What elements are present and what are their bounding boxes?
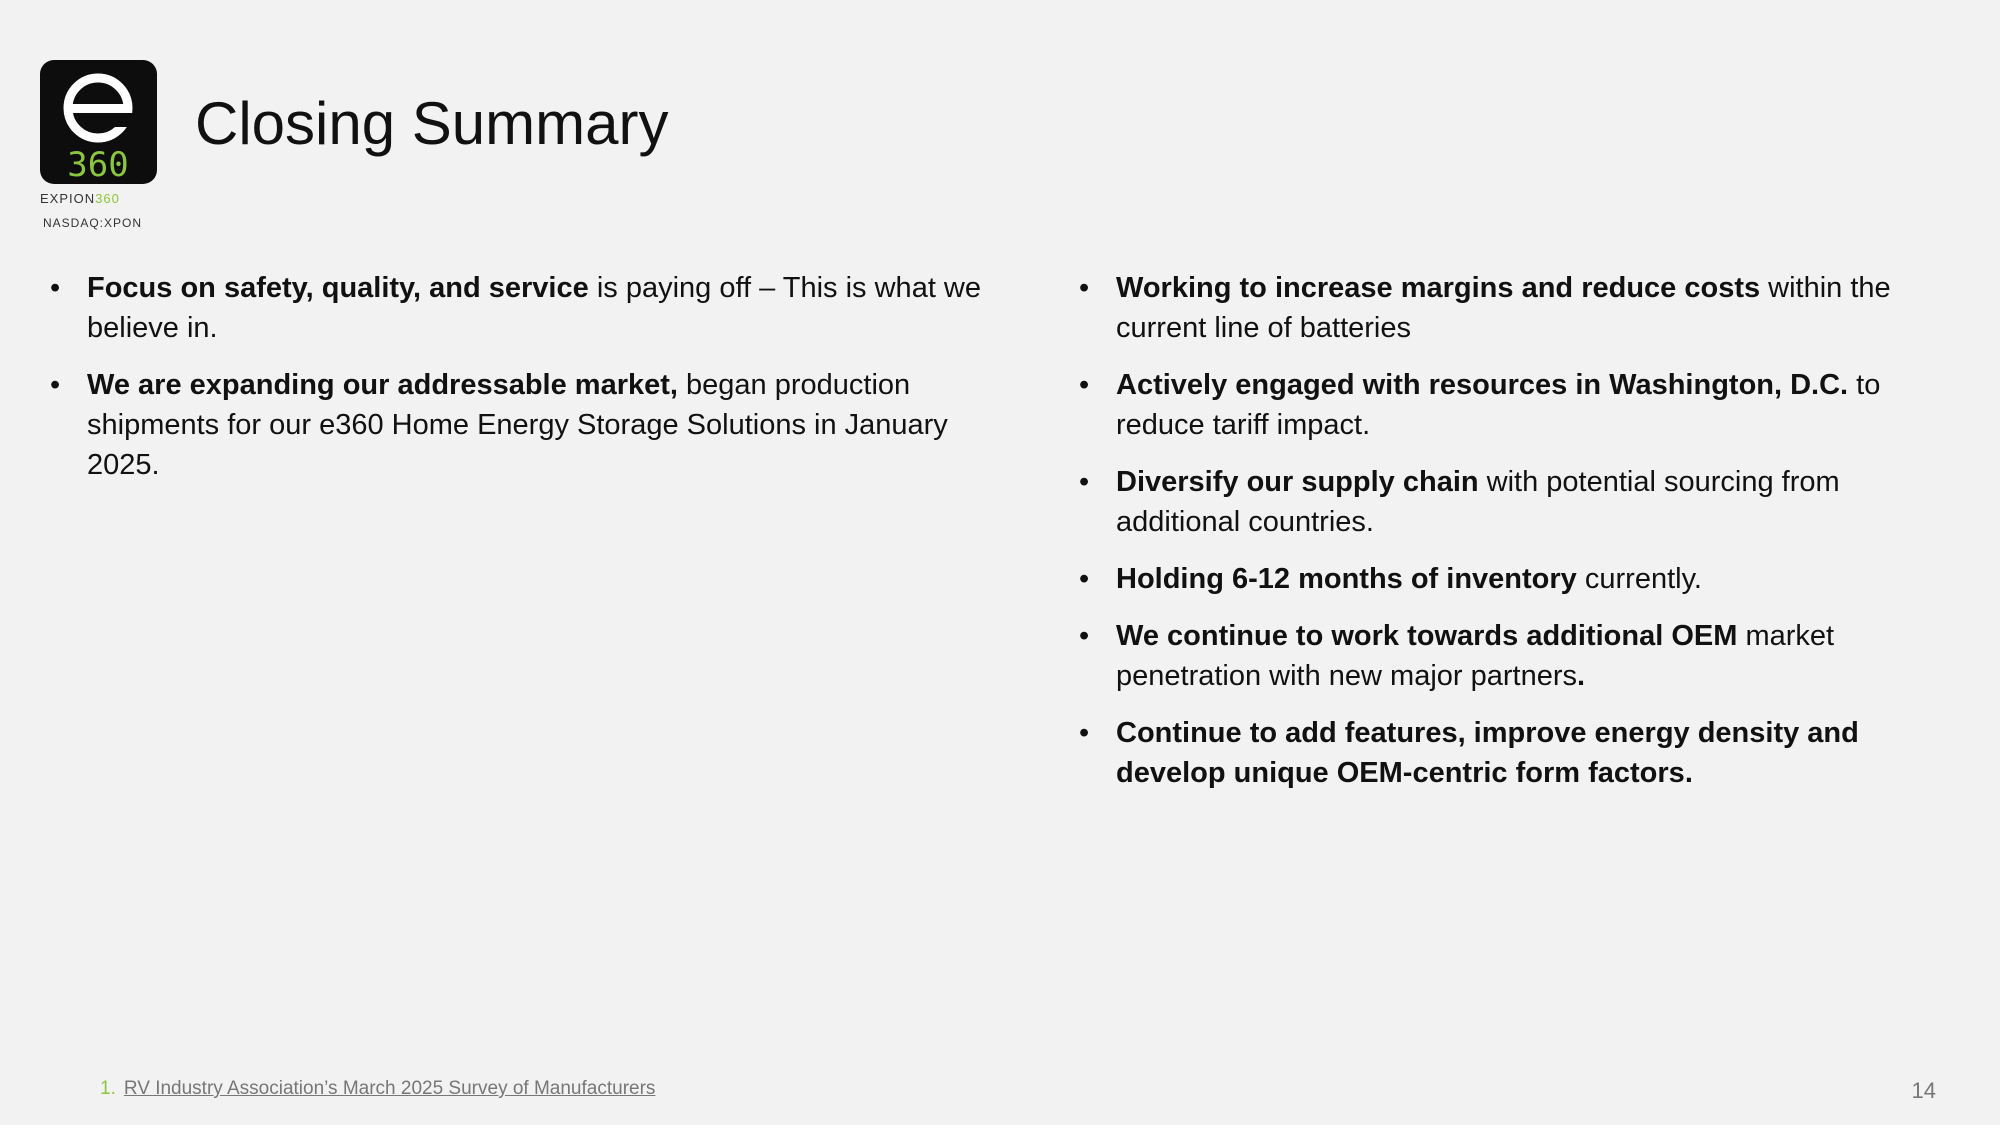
list-item bbox=[1079, 268, 1959, 348]
stock-ticker: NASDAQ:XPON bbox=[43, 216, 143, 230]
logo-wordmark bbox=[40, 192, 160, 206]
list-item bbox=[1079, 616, 1959, 696]
logo-mark-text: 360 bbox=[67, 145, 129, 184]
bullet-text: is paying off – This is what we believe in. bbox=[87, 272, 982, 344]
company-logo bbox=[40, 60, 157, 184]
footnote-link[interactable]: RV Industry Association’s March 2025 Survey of Manufacturers bbox=[123, 1078, 656, 1099]
left-bullet-list bbox=[50, 268, 1010, 502]
footnote bbox=[100, 1078, 655, 1100]
page-number: 14 bbox=[1911, 1078, 1936, 1103]
list-item bbox=[1079, 365, 1959, 445]
bullet-bold: Focus on safety, quality, and service bbox=[87, 272, 589, 304]
bullet-text: within the current line of batteries bbox=[1116, 272, 1891, 344]
list-item bbox=[50, 365, 1010, 485]
list-item bbox=[1079, 713, 1959, 793]
list-item bbox=[1079, 462, 1959, 542]
bullet-bold: Actively engaged with resources in Washington, D.C. bbox=[1116, 369, 1849, 401]
bullet-bold: Holding 6-12 months of inventory bbox=[1116, 563, 1577, 595]
bullet-text: currently. bbox=[1576, 563, 1702, 595]
right-bullet-list bbox=[1079, 268, 1959, 810]
footnote-number: 1. bbox=[100, 1078, 116, 1099]
bullet-bold: We continue to work towards additional OEM bbox=[1116, 620, 1738, 652]
wordmark-green: 360 bbox=[95, 191, 120, 206]
wordmark-dark: EXPION bbox=[40, 191, 96, 206]
bullet-bold-tail: . bbox=[1577, 660, 1586, 692]
list-item bbox=[50, 268, 1010, 348]
list-item bbox=[1079, 559, 1959, 599]
bullet-text: to reduce tariff impact. bbox=[1116, 369, 1881, 441]
bullet-bold: Diversify our supply chain bbox=[1116, 466, 1479, 498]
bullet-text: market penetration with new major partners bbox=[1116, 620, 1835, 692]
e360-logo-icon bbox=[40, 60, 157, 184]
page-title: Closing Summary bbox=[195, 90, 669, 157]
bullet-bold: Working to increase margins and reduce costs bbox=[1116, 272, 1761, 304]
bullet-text: began production shipments for our e360 Home Energy Storage Solutions in January 2025. bbox=[87, 369, 948, 481]
bullet-bold: Continue to add features, improve energy density and develop unique OEM-centric form factors. bbox=[1116, 717, 1859, 789]
bullet-bold: We are expanding our addressable market, bbox=[87, 369, 678, 401]
bullet-text: with potential sourcing from additional countries. bbox=[1116, 466, 1840, 538]
